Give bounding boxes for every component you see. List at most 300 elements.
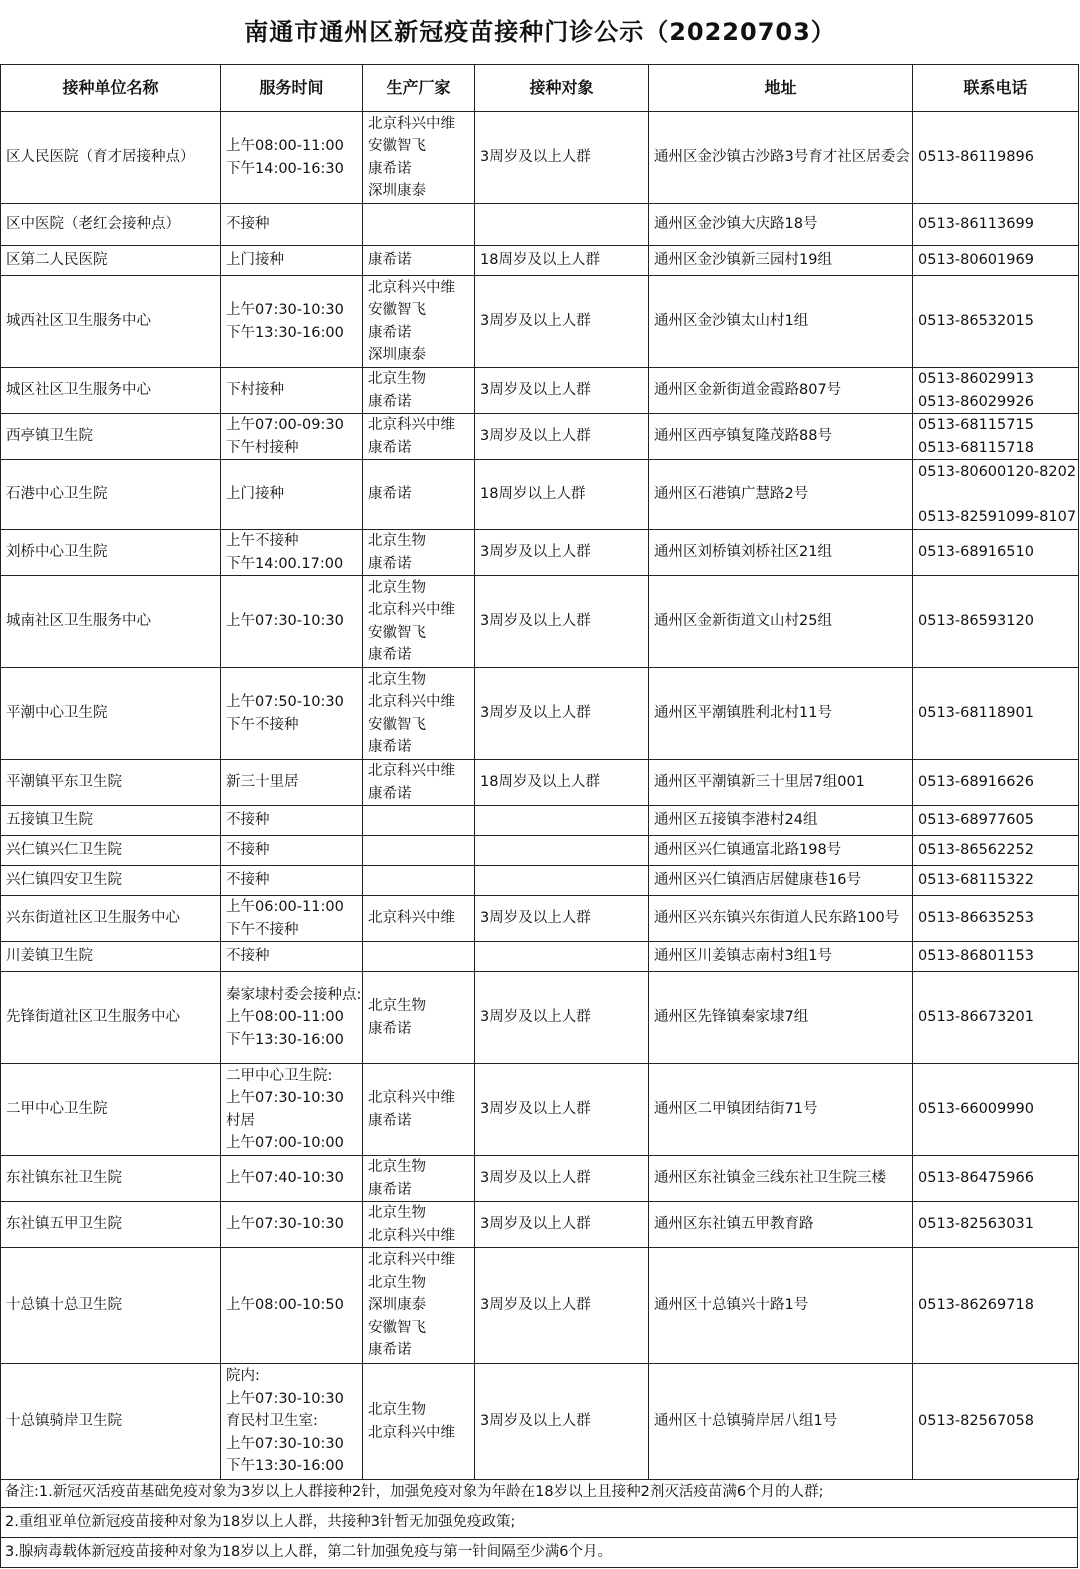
unit-name-cell xyxy=(1,1248,221,1364)
unit-name-cell xyxy=(1,530,221,576)
manufacturer-line: 北京生物 xyxy=(368,671,426,688)
manufacturer-line: 北京生物 xyxy=(368,371,426,387)
manufacturer-cell xyxy=(363,1064,475,1156)
service-time-line: 村居 xyxy=(226,1112,255,1129)
address-cell xyxy=(649,414,913,460)
phone-cell xyxy=(913,414,1079,460)
target-group: 3周岁及以上人群 xyxy=(480,1009,591,1026)
phone-line: 0513-86801153 xyxy=(918,948,1034,965)
target-group-cell xyxy=(475,1202,649,1248)
phone-line: 0513-80600120-8202 xyxy=(918,463,1077,480)
manufacturer-line: 康希诺 xyxy=(368,785,412,802)
service-time-line: 上午07:30-10:30 xyxy=(226,1216,344,1233)
target-group-cell xyxy=(475,576,649,668)
manufacturer-line: 安徽智飞 xyxy=(368,716,426,733)
phone-cell xyxy=(913,896,1079,942)
header-target-group: 接种对象 xyxy=(475,65,649,112)
address-cell xyxy=(649,836,913,866)
service-time-line: 下午不接种 xyxy=(226,716,299,733)
address: 通州区金沙镇古沙路3号育才社区居委会 xyxy=(654,149,910,166)
target-group-cell xyxy=(475,1248,649,1364)
table-row xyxy=(1,1364,1079,1480)
manufacturer-line: 北京生物 xyxy=(368,1274,426,1291)
address: 通州区十总镇兴十路1号 xyxy=(654,1297,809,1314)
manufacturer-line: 北京科兴中维 xyxy=(368,115,455,132)
service-time-line: 上午07:30-10:30 xyxy=(226,1090,344,1106)
target-group: 3周岁及以上人群 xyxy=(480,1170,591,1187)
target-group-cell xyxy=(475,530,649,576)
phone-line: 0513-82563031 xyxy=(918,1216,1034,1233)
service-time-cell xyxy=(221,1364,363,1480)
phone-line: 0513-86673201 xyxy=(918,1009,1034,1026)
address-cell xyxy=(649,1364,913,1480)
service-time-line: 下午13:30-16:00 xyxy=(226,324,344,341)
service-time-line: 上午06:00-11:00 xyxy=(226,899,344,915)
table-row xyxy=(1,1064,1079,1156)
address-cell xyxy=(649,896,913,942)
service-time-cell xyxy=(221,1248,363,1364)
phone-cell xyxy=(913,1156,1079,1202)
service-time-line: 上午08:00-11:00 xyxy=(226,138,344,154)
target-group-cell xyxy=(475,806,649,836)
table-row xyxy=(1,806,1079,836)
phone-cell xyxy=(913,204,1079,246)
target-group-cell xyxy=(475,972,649,1064)
unit-name-cell xyxy=(1,896,221,942)
service-time-line: 不接种 xyxy=(226,812,270,829)
unit-name-cell xyxy=(1,942,221,972)
service-time-cell xyxy=(221,836,363,866)
manufacturer-line: 北京生物 xyxy=(368,998,426,1014)
manufacturer-line: 安徽智飞 xyxy=(368,1319,426,1336)
address-cell xyxy=(649,972,913,1064)
service-time-cell xyxy=(221,668,363,760)
unit-name: 东社镇东社卫生院 xyxy=(6,1170,122,1187)
unit-name-cell xyxy=(1,760,221,806)
phone-cell xyxy=(913,1364,1079,1480)
manufacturer-cell xyxy=(363,896,475,942)
service-time-line: 上午07:30-10:30 xyxy=(226,613,344,630)
manufacturer-line: 康希诺 xyxy=(368,1342,412,1359)
manufacturer-line: 康希诺 xyxy=(368,739,412,755)
service-time-line: 二甲中心卫生院: xyxy=(226,1067,333,1084)
service-time-cell xyxy=(221,112,363,204)
service-time-line: 新三十里居 xyxy=(226,774,299,791)
manufacturer-line: 安徽智飞 xyxy=(368,624,426,641)
phone-cell xyxy=(913,1064,1079,1156)
table-row xyxy=(1,1248,1079,1364)
table-row xyxy=(1,1202,1079,1248)
target-group-cell xyxy=(475,276,649,368)
phone-cell xyxy=(913,576,1079,668)
target-group: 3周岁及以上人群 xyxy=(480,1413,591,1430)
unit-name-cell xyxy=(1,368,221,414)
address-cell xyxy=(649,1156,913,1202)
service-time-line: 上午07:30-10:30 xyxy=(226,302,344,318)
service-time-line: 不接种 xyxy=(226,216,270,233)
unit-name: 先锋街道社区卫生服务中心 xyxy=(6,1009,180,1026)
unit-name-cell xyxy=(1,112,221,204)
unit-name-cell xyxy=(1,668,221,760)
unit-name: 二甲中心卫生院 xyxy=(6,1101,108,1118)
target-group-cell xyxy=(475,668,649,760)
unit-name-cell xyxy=(1,246,221,276)
address: 通州区金沙镇太山村1组 xyxy=(654,313,809,330)
manufacturer-cell xyxy=(363,1364,475,1480)
manufacturer-cell xyxy=(363,1156,475,1202)
target-group-cell xyxy=(475,760,649,806)
table-row xyxy=(1,276,1079,368)
address-cell xyxy=(649,460,913,530)
phone-line: 0513-86269718 xyxy=(918,1297,1034,1314)
manufacturer-line: 安徽智飞 xyxy=(368,138,426,154)
service-time-line: 院内: xyxy=(226,1368,260,1385)
phone-cell xyxy=(913,806,1079,836)
service-time-line: 育民村卫生室: xyxy=(226,1413,318,1430)
address: 通州区五接镇李港村24组 xyxy=(654,812,818,829)
manufacturer-line: 北京科兴中维 xyxy=(368,1227,455,1244)
address-cell xyxy=(649,806,913,836)
address: 通州区先锋镇秦家埭7组 xyxy=(654,1009,809,1026)
manufacturer-line: 北京科兴中维 xyxy=(368,694,455,710)
target-group: 3周岁及以上人群 xyxy=(480,1297,591,1314)
unit-name: 区中医院（老红会接种点） xyxy=(6,216,180,233)
phone-line: 0513-86635253 xyxy=(918,910,1034,927)
service-time-cell xyxy=(221,414,363,460)
service-time-cell xyxy=(221,368,363,414)
unit-name: 城南社区卫生服务中心 xyxy=(6,613,151,630)
manufacturer-cell xyxy=(363,760,475,806)
service-time-line: 秦家埭村委会接种点: xyxy=(226,986,362,1003)
phone-cell xyxy=(913,112,1079,204)
service-time-line: 上午07:30-10:30 xyxy=(226,1390,344,1407)
phone-cell xyxy=(913,1248,1079,1364)
target-group: 18周岁及以上人群 xyxy=(480,252,600,269)
service-time-line: 上午08:00-11:00 xyxy=(226,1009,344,1026)
phone-cell xyxy=(913,276,1079,368)
manufacturer-cell xyxy=(363,204,475,246)
phone-line: 0513-86029926 xyxy=(918,393,1034,410)
unit-name-cell xyxy=(1,1064,221,1156)
manufacturer-cell xyxy=(363,836,475,866)
manufacturer-line: 康希诺 xyxy=(368,1181,412,1198)
service-time-line: 下村接种 xyxy=(226,382,284,399)
unit-name: 西亭镇卫生院 xyxy=(6,428,93,445)
unit-name: 兴仁镇兴仁卫生院 xyxy=(6,842,122,859)
address-cell xyxy=(649,246,913,276)
phone-cell xyxy=(913,760,1079,806)
address: 通州区刘桥镇刘桥社区21组 xyxy=(654,544,832,561)
service-time-line: 上午07:50-10:30 xyxy=(226,694,344,710)
phone-line: 0513-86029913 xyxy=(918,371,1034,387)
manufacturer-line: 北京科兴中维 xyxy=(368,602,455,618)
target-group-cell xyxy=(475,460,649,530)
service-time-cell xyxy=(221,276,363,368)
manufacturer-cell xyxy=(363,1248,475,1364)
header-service-time: 服务时间 xyxy=(221,65,363,112)
service-time-cell xyxy=(221,972,363,1064)
table-row xyxy=(1,972,1079,1064)
address: 通州区兴仁镇通富北路198号 xyxy=(654,842,842,859)
unit-name-cell xyxy=(1,1202,221,1248)
unit-name-cell xyxy=(1,972,221,1064)
address: 通州区平潮镇新三十里居7组001 xyxy=(654,774,865,791)
phone-cell xyxy=(913,972,1079,1064)
address: 通州区平潮镇胜利北村11号 xyxy=(654,705,832,722)
table-row xyxy=(1,668,1079,760)
service-time-line: 下午不接种 xyxy=(226,921,299,938)
unit-name-cell xyxy=(1,866,221,896)
manufacturer-cell xyxy=(363,368,475,414)
address: 通州区川姜镇志南村3组1号 xyxy=(654,948,832,965)
header-phone: 联系电话 xyxy=(913,65,1079,112)
service-time-line: 上门接种 xyxy=(226,486,284,503)
address: 通州区金新街道金霞路807号 xyxy=(654,382,842,399)
service-time-cell xyxy=(221,204,363,246)
address: 通州区金沙镇大庆路18号 xyxy=(654,216,818,233)
manufacturer-line: 康希诺 xyxy=(368,555,412,572)
phone-cell xyxy=(913,836,1079,866)
service-time-line: 上午08:00-10:50 xyxy=(226,1297,344,1314)
table-header-row xyxy=(1,65,1079,112)
address-cell xyxy=(649,1202,913,1248)
address-cell xyxy=(649,368,913,414)
unit-name: 平潮中心卫生院 xyxy=(6,705,108,722)
unit-name: 十总镇十总卫生院 xyxy=(6,1297,122,1314)
table-row xyxy=(1,414,1079,460)
table-row xyxy=(1,460,1079,530)
address: 通州区二甲镇团结街71号 xyxy=(654,1101,818,1118)
target-group: 3周岁及以上人群 xyxy=(480,705,591,722)
service-time-cell xyxy=(221,1064,363,1156)
target-group-cell xyxy=(475,414,649,460)
manufacturer-line: 北京生物 xyxy=(368,533,426,549)
manufacturer-line: 康希诺 xyxy=(368,439,412,456)
manufacturer-cell xyxy=(363,806,475,836)
service-time-line: 上午07:30-10:30 xyxy=(226,1435,344,1452)
service-time-line: 下午14:00.17:00 xyxy=(226,555,344,572)
target-group-cell xyxy=(475,836,649,866)
table-row xyxy=(1,1156,1079,1202)
manufacturer-cell xyxy=(363,866,475,896)
unit-name: 城西社区卫生服务中心 xyxy=(6,313,151,330)
manufacturer-cell xyxy=(363,1202,475,1248)
phone-cell xyxy=(913,942,1079,972)
target-group: 3周岁及以上人群 xyxy=(480,313,591,330)
manufacturer-line: 康希诺 xyxy=(368,647,412,663)
service-time-line: 不接种 xyxy=(226,842,270,859)
target-group: 3周岁及以上人群 xyxy=(480,382,591,399)
address: 通州区金沙镇新三园村19组 xyxy=(654,252,832,269)
phone-line: 0513-68115718 xyxy=(918,439,1034,456)
phone-line: 0513-68115715 xyxy=(918,417,1034,433)
manufacturer-cell xyxy=(363,576,475,668)
unit-name: 川姜镇卫生院 xyxy=(6,948,93,965)
phone-line: 0513-80601969 xyxy=(918,252,1034,269)
address-cell xyxy=(649,112,913,204)
phone-line: 0513-86119896 xyxy=(918,149,1034,166)
target-group: 3周岁及以上人群 xyxy=(480,428,591,445)
address-cell xyxy=(649,942,913,972)
note-line: 3.腺病毒载体新冠疫苗接种对象为18岁以上人群，第二针加强免疫与第一针间隔至少满6个月。 xyxy=(0,1538,1078,1568)
phone-line: 0513-86532015 xyxy=(918,313,1034,330)
address: 通州区西亭镇复隆茂路88号 xyxy=(654,428,832,445)
phone-line: 0513-86593120 xyxy=(918,613,1034,630)
table-row xyxy=(1,204,1079,246)
target-group: 3周岁及以上人群 xyxy=(480,149,591,166)
address-cell xyxy=(649,760,913,806)
manufacturer-line: 康希诺 xyxy=(368,252,412,269)
manufacturer-line: 北京科兴中维 xyxy=(368,1090,455,1106)
address: 通州区金新街道文山村25组 xyxy=(654,613,832,630)
unit-name: 区第二人民医院 xyxy=(6,252,108,269)
target-group-cell xyxy=(475,112,649,204)
address-cell xyxy=(649,530,913,576)
phone-cell xyxy=(913,246,1079,276)
target-group-cell xyxy=(475,368,649,414)
service-time-cell xyxy=(221,896,363,942)
service-time-cell xyxy=(221,530,363,576)
unit-name: 十总镇骑岸卫生院 xyxy=(6,1413,122,1430)
note-line: 备注:1.新冠灭活疫苗基础免疫对象为3岁以上人群接种2针，加强免疫对象为年龄在18岁以上且接种2剂灭活疫苗满6个月的人群; xyxy=(0,1478,1078,1508)
service-time-cell xyxy=(221,1156,363,1202)
service-time-line: 上午07:00-10:00 xyxy=(226,1135,344,1151)
table-row xyxy=(1,530,1079,576)
service-time-line: 下午14:00-16:30 xyxy=(226,160,344,177)
service-time-line: 上午07:40-10:30 xyxy=(226,1170,344,1187)
service-time-line: 上门接种 xyxy=(226,252,284,269)
phone-line: 0513-68115322 xyxy=(918,872,1034,889)
manufacturer-line: 康希诺 xyxy=(368,486,412,503)
service-time-line: 不接种 xyxy=(226,872,270,889)
manufacturer-line: 康希诺 xyxy=(368,324,412,341)
manufacturer-line: 康希诺 xyxy=(368,160,412,177)
address: 通州区石港镇广慧路2号 xyxy=(654,486,809,503)
phone-cell xyxy=(913,460,1079,530)
vaccination-clinic-table xyxy=(0,64,1079,1480)
manufacturer-line: 康希诺 xyxy=(368,393,412,410)
unit-name-cell xyxy=(1,836,221,866)
target-group-cell xyxy=(475,866,649,896)
phone-line: 0513-86475966 xyxy=(918,1170,1034,1187)
manufacturer-line: 北京生物 xyxy=(368,1402,426,1418)
address: 通州区十总镇骑岸居八组1号 xyxy=(654,1413,838,1430)
phone-cell xyxy=(913,668,1079,760)
address-cell xyxy=(649,276,913,368)
manufacturer-cell xyxy=(363,460,475,530)
unit-name: 区人民医院（育才居接种点） xyxy=(6,149,195,166)
manufacturer-line: 安徽智飞 xyxy=(368,302,426,318)
unit-name-cell xyxy=(1,1156,221,1202)
target-group: 3周岁及以上人群 xyxy=(480,544,591,561)
table-row xyxy=(1,246,1079,276)
manufacturer-cell xyxy=(363,942,475,972)
target-group-cell xyxy=(475,1156,649,1202)
manufacturer-cell xyxy=(363,972,475,1064)
manufacturer-line: 北京生物 xyxy=(368,1159,426,1175)
address-cell xyxy=(649,204,913,246)
phone-cell xyxy=(913,368,1079,414)
service-time-cell xyxy=(221,460,363,530)
address-cell xyxy=(649,1248,913,1364)
table-row xyxy=(1,112,1079,204)
table-row xyxy=(1,942,1079,972)
manufacturer-line: 北京科兴中维 xyxy=(368,763,455,779)
address: 通州区东社镇金三线东社卫生院三楼 xyxy=(654,1170,886,1187)
target-group: 3周岁及以上人群 xyxy=(480,1101,591,1118)
manufacturer-line: 深圳康泰 xyxy=(368,1297,426,1314)
page-title: 南通市通州区新冠疫苗接种门诊公示（20220703） xyxy=(244,18,836,46)
unit-name: 石港中心卫生院 xyxy=(6,486,108,503)
address: 通州区兴东镇兴东街道人民东路100号 xyxy=(654,910,900,927)
service-time-line: 不接种 xyxy=(226,948,270,965)
target-group: 3周岁及以上人群 xyxy=(480,1216,591,1233)
unit-name-cell xyxy=(1,576,221,668)
manufacturer-line: 北京科兴中维 xyxy=(368,1252,455,1269)
target-group-cell xyxy=(475,896,649,942)
service-time-cell xyxy=(221,806,363,836)
manufacturer-line: 康希诺 xyxy=(368,1112,412,1129)
target-group-cell xyxy=(475,1364,649,1480)
notes-section xyxy=(0,1478,1078,1568)
phone-line: 0513-68916626 xyxy=(918,774,1034,791)
unit-name-cell xyxy=(1,414,221,460)
phone-cell xyxy=(913,866,1079,896)
table-row xyxy=(1,896,1079,942)
phone-line: 0513-82591099-8107 xyxy=(918,508,1077,525)
note-line: 2.重组亚单位新冠疫苗接种对象为18岁以上人群，共接种3针暂无加强免疫政策; xyxy=(0,1508,1078,1538)
phone-cell xyxy=(913,530,1079,576)
service-time-cell xyxy=(221,866,363,896)
header-manufacturer: 生产厂家 xyxy=(363,65,475,112)
unit-name-cell xyxy=(1,1364,221,1480)
service-time-cell xyxy=(221,576,363,668)
target-group: 3周岁及以上人群 xyxy=(480,910,591,927)
manufacturer-line: 深圳康泰 xyxy=(368,183,426,199)
target-group-cell xyxy=(475,942,649,972)
table-row xyxy=(1,760,1079,806)
service-time-line: 上午07:00-09:30 xyxy=(226,417,344,433)
service-time-cell xyxy=(221,760,363,806)
table-body xyxy=(1,112,1079,1480)
service-time-cell xyxy=(221,246,363,276)
phone-line: 0513-66009990 xyxy=(918,1101,1034,1118)
unit-name: 平潮镇平东卫生院 xyxy=(6,774,122,791)
service-time-line: 下午村接种 xyxy=(226,439,299,456)
address: 通州区兴仁镇酒店居健康巷16号 xyxy=(654,872,861,889)
target-group: 18周岁以上人群 xyxy=(480,486,586,503)
service-time-line: 上午不接种 xyxy=(226,533,299,549)
address-cell xyxy=(649,866,913,896)
manufacturer-cell xyxy=(363,530,475,576)
phone-cell xyxy=(913,1202,1079,1248)
table-row xyxy=(1,368,1079,414)
address-cell xyxy=(649,576,913,668)
manufacturer-cell xyxy=(363,668,475,760)
target-group-cell xyxy=(475,1064,649,1156)
manufacturer-line: 北京科兴中维 xyxy=(368,417,455,433)
address-cell xyxy=(649,668,913,760)
manufacturer-line: 北京科兴中维 xyxy=(368,279,455,296)
target-group-cell xyxy=(475,246,649,276)
table-row xyxy=(1,836,1079,866)
phone-line: 0513-86113699 xyxy=(918,216,1034,233)
manufacturer-cell xyxy=(363,246,475,276)
manufacturer-cell xyxy=(363,414,475,460)
manufacturer-line: 深圳康泰 xyxy=(368,347,426,363)
unit-name-cell xyxy=(1,204,221,246)
service-time-line: 下午13:30-16:00 xyxy=(226,1458,344,1475)
